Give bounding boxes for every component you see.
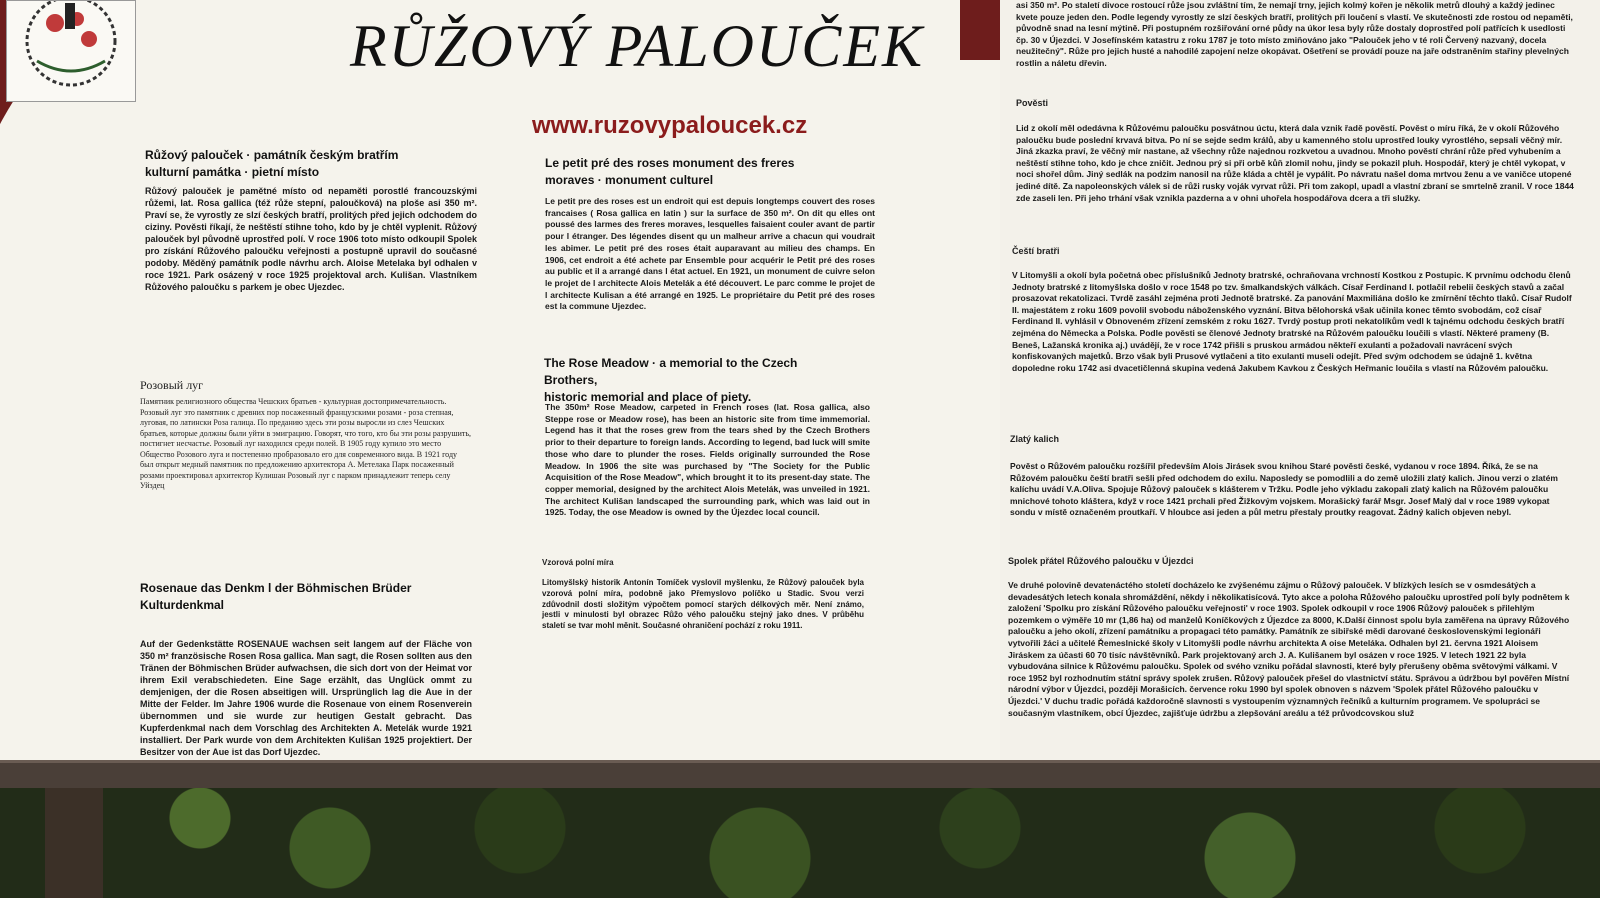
en-text: The 350m² Rose Meadow, carpeted in French roses (lat. Rosa gallica, also Steppe rose or Meadow rose), has been an historic site from time immemorial. Legend has it that the roses grew from the tears shed by the Czech Brothers prior to their departure to foreign lands. According to legend, bad luck will smite those who dare to plunder the roses. Fields originally surrounded the Rose Meadow. In 1906 the site was purchased by "The Society for the Public Acquisition of the Rose Meadow", which brought it to its present-day state. The copper memorial, designed by the architect Alois Metelák, was unveiled in 1921. The architect Kulišan landscaped the surrounding park, which was laid out in 1925. Today, the ose Meadow is owned by the Újezdec local council. [545,402,870,518]
right-intro-text: asi 350 m². Po staletí divoce rostoucí růže jsou zvláštní tím, že nemají trny, jejich kolmý kořen je několik metrů dlouhý a každý jedinec kvete pouze jeden den. Podle legendy vyrostly ze slzí českých bratří, prolitých při loučení s vlastí. Ve skutečnosti zde rostou od nepaměti, původně snad na lesní mýtině. Při postupném rozšiřování orné půdy na úkor lesa byly růže dostaly doprostřed polí patřících k usedlosti čp. 30 v Újezdci. V Josefínském katastru z roku 1787 je toto místo zmiňováno jako "Palouček jeho v té roli Červený nazvaný, docela neužitečný". Růže pro jejich husté a nahodilé zapojení nelze okopávat. Ošetření se provádí pouze na jaře odstraněním stařiny plevelných rostlin a náletu dřevin. [1016,0,1573,68]
board-post [45,788,103,898]
rose-emblem [6,0,136,102]
spolek-text: Ve druhé polovině devatenáctého století docházelo ke zvýšenému zájmu o Růžový palouček. V blízkých lesích se v osmdesátých a devadesátých letech konala shromáždění, někdy i několikatisícová. Tyto akce a poloha Růžového paloučku uprostřed polí byly podnětem k založení 'Spolku pro získání Růžového paloučku veřejnosti' v roce 1903. Spolek odkoupil v roce 1906 Růžový palouček s přilehlým pozemkem o výměře 10 mr (1,86 ha) od manželů Koníčkových z Újezdce za 8000, K.Další činnost spolu byla zaměřena na úpravy Růžového paloučku a jeho okolí, zřízení památníku a propagaci této památky. Památník ze sibiřské mědi darované československými legionáři vytvořili žáci a učitelé Řemeslnické školy v Litomyšli podle návrhu architekta A oise Meteláka. Odhalen byl 21. června 1921 Aloisem Jiráskem za účasti 60 70 tisíc návštěvníků. Park projektovaný arch J. A. Kulišanem byl osázen v roce 1925. V letech 1921 22 byla vybudována silnice k Růžovému paloučku. Spolek od svého vzniku pořádal slavnosti, které byly přerušeny oběma světovými válkami. V roce 1952 byl rozhodnutím státní správy spolek zrušen. Růžový palouček přešel do vlastnictví státu. Správou a údržbou byl pověřen Místní národní výbor v Újezdci, později Morašicích. července roku 1990 byl spolek obnoven s názvem 'Spolek přátel Růžového paloučku v Újezdci.' V duchu tradic pořádá každoročně slavnosti s vystoupením významných řečníků a kulturním programem. Ve spolupráci se současným vlastníkem, obcí Újezdec, zajišťuje údržbu a zlepšování areálu a též průvodcovskou služ [1008,580,1570,718]
board-frame [0,760,1600,791]
ru-text: Памятник религиозного общества Чешских братьев - культурная достопримечательность. Розовый луг это памятник с древних пор посаженный французскими розами - роза степная, луговая, по латински Роза галица. По преданию здесь эти розы выросли из слез Чешских братьев, которые должны были уйти в эмиграцию. Говорят, что того, кто бы эти розы разрушить, постигнет несчастье. Розовый луг находился среди полей. В 1905 году купило это место Общество Розового луга и постепенно пробразовало его для современного вида. В 1921 году был открыт медный памятник по предложению архитектора А. Метелака Парк посаженный розами проектировал архитектор Кулишан Розовый луг с парком принадлежит теперь селу Уйздец [140,397,472,490]
povesti-text: Lid z okolí měl odedávna k Růžovému paloučku posvátnou úctu, která dala vznik řadě pověstí. Pověst o míru říká, že v okolí Růžového paloučku bude poslední krvavá bitva. Po ní se sejde sedm králů, aby u kamenného stolu uprostřed louky vyrostlého, sepsali věčný mír. Jiná zkazka praví, že věčný mír nastane, až všechny růže najednou rozkvetou a uvadnou. Mnoho pověstí chrání růže před vyhubením a neštěstí stihne toho, kdo je chce zničit. Jednou prý si při orbě kůň zlomil nohu, jindy se pokazil pluh. Hospodář, který je chtěl vykopat, v noci shořel dům. Jiný sedlák na podzim nanosil na růže kláda a chtěl je vypálit. Po návratu našel doma mrtvou ženu a ve vaničce utopené jediné dítě. Za napoleonských válek si de růži rusky voják vyrvat růži. Při tom zakopl, upadl a vlastní zbraní se smrtelně zranil. V roce 1844 zde zaseli len. Při jeho trhání však vznikla pazderna a v ohni uhořela hospodářova dcera a tři služky. [1016,123,1574,203]
maroon-band-right [960,0,1000,60]
de-heading: Rosenaue das Denkm l der Böhmischen Brüder Kulturdenkmal [140,581,412,612]
board-title: RŮŽOVÝ PALOUČEK [350,13,924,79]
kalich-heading: Zlatý kalich [1010,434,1060,444]
spolek-heading: Spolek přátel Růžového paloučku v Újezdci [1008,556,1194,566]
bratri-text: V Litomyšli a okolí byla početná obec příslušníků Jednoty bratrské, ochraňovana vrchností Kostkou z Postupic. K prvnímu odchodu členů Jednoty bratrské z litomyšlska došlo v roce 1548 po tzv. šmalkandských válkách. Císař Ferdinand I. potlačil rebelii českých stavů a začal prosazovat rekatolizaci. Tvrdě zasáhl zejména proti Jednotě bratrské. Za panování Maxmiliána došlo ke zmírnění těchto tlaků. Císař Rudolf II. majestátem z roku 1609 povolil svobodu náboženského vyznání. Bitva bělohorská však učinila konec těmto svobodám, což císař Ferdinand II. vyhlásil v Obnoveném zřízení zemském z roku 1627. Tvrdý postup proti nekatolíkům vedl k tajnému odchodu českých bratří zejména do Německa a Polska. Podle pověsti se členové Jednoty bratrské na Růžovém paloučku loučili s vlastí. Některé prameny (B. Beneš, Lažanská kronika aj.) uvádějí, že v roce 1742 přišli s pruskou armádou někteří exulanti a požadovali navrácení svých konfiskovaných majetků. Brzo však byli Prusové vytlačeni a tito exulanti museli odejít. Před svým odchodem se údajně 1. května dopoledne roku 1742 asi dvacetičlenná skupina vedená Jakubem Kavkou z Českých Heřmanic loučila s vlastí na Růžovém paloučku. [1012,270,1572,373]
bushes [0,788,1600,898]
en-heading: The Rose Meadow · a memorial to the Czech Brothers, historic memorial and place of piety. [544,356,798,404]
website-url: www.ruzovypaloucek.cz [532,112,808,139]
vzor-heading: Vzorová polní míra [542,558,614,567]
bratri-heading: Čeští bratři [1012,246,1060,256]
cz-heading: Růžový palouček · památník českým bratřím kulturní památka · pietní místo [145,148,399,179]
vzor-text: Litomyšlský historik Antonín Tomíček vyslovil myšlenku, že Růžový palouček byla vzorová polní míra, podobně jako Přemyslovo políčko u Stadic. Svou verzi zdůvodnil dosti složitým výpočtem pomocí starých délkových měr. Není známo, jestli v minulosti byl obrazec Růžo vého paloučku stejný jako dnes. V průběhu staletí se tvar mohl měnit. Současné ohraničení pochází z roku 1911. [542,578,864,631]
fr-text: Le petit pre des roses est un endroit qui est depuis longtemps couvert des roses francaises ( Rosa gallica en latin ) sur la surface de 350 m². On dit qu elles ont poussé des larmes des freres moraves, lesquelles faisaient couler avant de partir pour l étranger. Des légendes disent qu un malheur arrive a chacun qui voudrait les abimer. Le petit pré des roses était auparavant au milieu des champs. En 1906, cet endroit a été achete par Ensemble pour acquérir le Petit pré des roses au public et il a arrangé dans l état actuel. En 1921, un monument de cuivre selon le projet de l architecte Alois Metelák a été découvert. Le parc comme le projet de l architecte Kulisan a été arrangé en 1925. Le propriétaire du Petit pré des roses est la commune Ujezdec. [545,196,875,312]
povesti-heading: Pověsti [1016,98,1049,108]
fr-heading: Le petit pré des roses monument des freres moraves · monument culturel [545,156,795,187]
ru-heading: Розовый луг [140,378,204,392]
de-text: Auf der Gedenkstätte ROSENAUE wachsen seit langem auf der Fläche von 350 m² französische Rosen Rosa gallica. Man sagt, die Rosen sollten aus den Tränen der Böhmischen Brüder aufwachsen, die sich dort von der Heimat vor ihrem Exil verabschiedeten. Eine Sage erzählt, das Unglück ommt zu demjenigen, der die Rosen abseitigen will. Ursprünglich lag die Aue in der Mitte der Felder. Im Jahre 1906 wurde die Rosenaue von einem Rosenverein übernommen und sie wurde zur heutigen Gestalt gebracht. Das Kupferdenkmal nach dem Vorschlag des Architekten A. Metelák wurde 1921 installiert. Der Park wurde von dem Architekten Kulišan 1925 projektiert. Der Besitzer von der Aue ist das Dorf Ujezdec. [140,639,472,757]
kalich-text: Pověst o Růžovém paloučku rozšířil především Alois Jirásek svou knihou Staré pověsti české, vydanou v roce 1894. Říká, že se na Růžovém paloučku čeští bratři sešli před odchodem do exilu. Naposledy se pomodlili a do země uložili zlatý kalich. Jinou verzi o zlatém kalíchu uvádí V.A.Oliva. Spojuje Růžový palouček s klášterem v Tržku. Podle jeho výkladu zakopali zlatý kalich na Růžovém paloučku mnichové tohoto kláštera, když v roce 1421 prchali před Žižkovým vojskem. Morašický farář Msgr. Josef Malý dal v roce 1989 vykopat sondu v místě označeném proutkaří. V hloubce asi jeden a půl metru přestaly proutky reagovat. Žádný kalich objeven nebyl. [1010,461,1558,518]
cz-text: Růžový palouček je pamětné místo od nepaměti porostlé francouzskými růžemi, lat. Rosa gallica (též růže stepní, paloučková) na ploše asi 350 m². Praví se, že vyrostly ze slzí českých bratří, prolitých před jejich odchodem do ciziny. Pověsti říkají, že neštěstí stihne toho, kdo by je chtěl vyplenit. Růžový palouček byl původně uprostřed polí. V roce 1906 toto místo odkoupil Spolek pro získání Růžového paloučku veřejnosti a postupně upravil do současné podoby. Měděný památník podle návrhu arch. Aloise Metelaka byl odhalen v roce 1921. Park osázený v roce 1925 projektoval arch. Kulišan. Vlastníkem Růžového paloučku s parkem je obec Ujezdec. [145,186,477,292]
